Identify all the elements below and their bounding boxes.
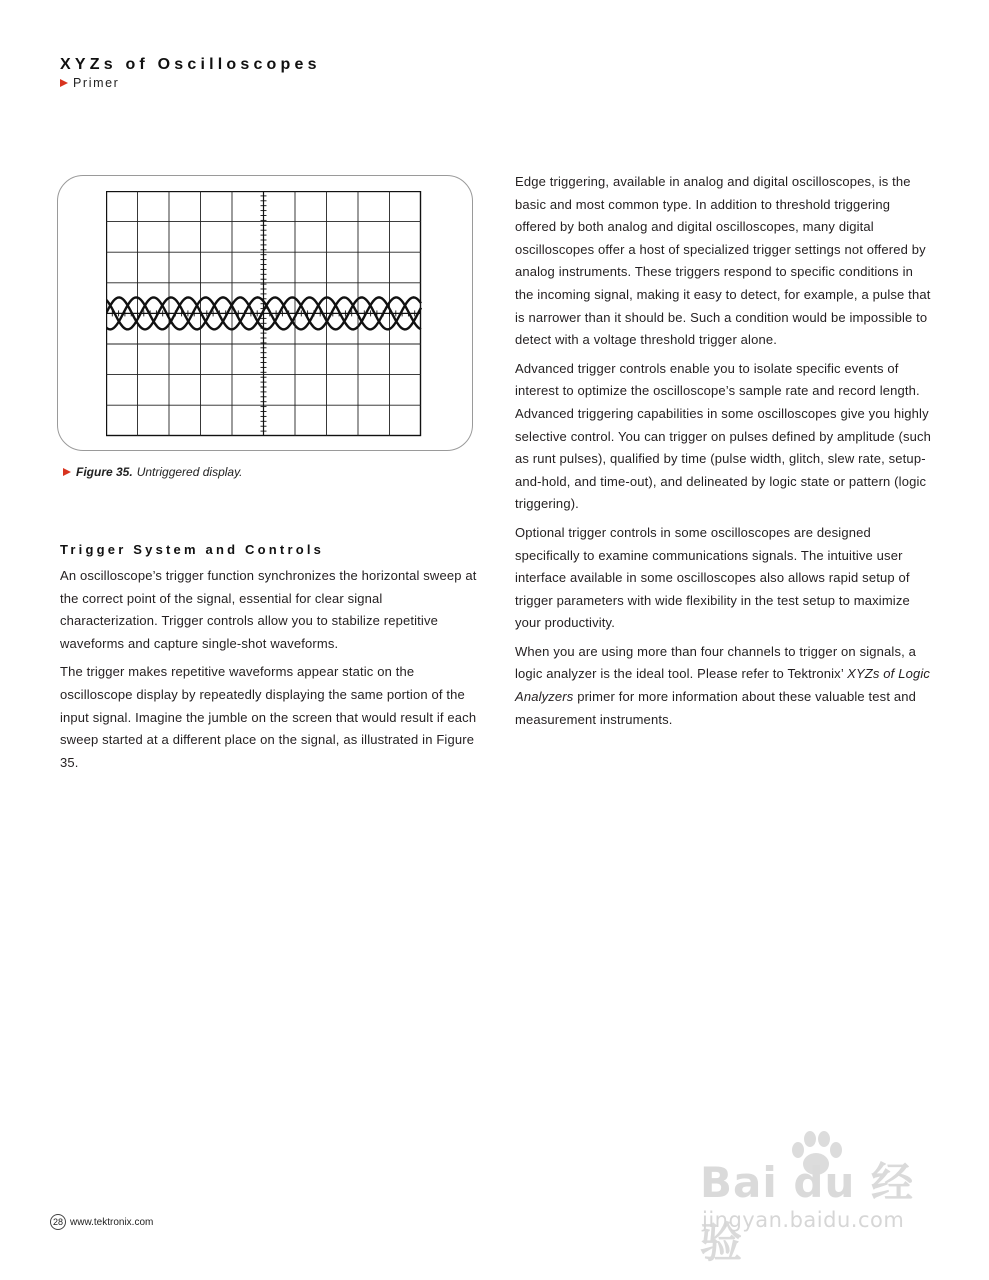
document-subtitle (60, 76, 321, 90)
watermark-brand: Bai du 经验 (700, 1158, 914, 1267)
paragraph: An oscilloscope’s trigger function synchronizes the horizontal sweep at the correct point of the signal, essential for clear signal characterization. Trigger controls allow you to stabilize repetitive waveforms and capture single-shot waveforms. (60, 568, 477, 651)
watermark (700, 1130, 940, 1267)
publication-title: XYZs of Logic Analyzers (515, 666, 931, 705)
red-arrow-icon (63, 468, 71, 476)
section-heading: Trigger System and Controls (60, 542, 325, 557)
watermark-url: jingyan.baidu.com (702, 1208, 905, 1232)
red-arrow-icon (60, 79, 68, 87)
paragraph-text: When you are using more than four channels to trigger on signals, a logic analyzer is the ideal tool. Please refer to Tektronix’ (515, 643, 916, 682)
oscilloscope-graticule (106, 191, 422, 437)
paragraph: Advanced trigger controls enable you to isolate specific events of interest to optimize the oscilloscope’s sample rate and record length. Advanced triggering capabilities in some oscilloscopes give you highly selective control. You can trigger on pulses defined by amplitude (such as runt pulses), qualified by time (pulse width, glitch, slew rate, setup-and-hold, and time-out), and delineated by logic state or pattern (logic triggering). (515, 360, 932, 512)
subtitle-text: Primer (73, 76, 120, 90)
left-column (60, 541, 480, 780)
page-header (60, 56, 321, 90)
right-column (515, 171, 935, 737)
figure-caption (63, 465, 243, 479)
document-title: XYZs of Oscilloscopes (60, 56, 321, 73)
figure-caption-text: Untriggered display. (136, 465, 243, 479)
paragraph: Optional trigger controls in some oscilloscopes are designed specifically to examine communications signals. The intuitive user interface available in some oscilloscopes also allows rapid setup of trigger parameters with wide flexibility in the test setup to maximize your productivity. (515, 524, 910, 631)
footer-url[interactable]: www.tektronix.com (70, 1216, 154, 1228)
paragraph: The trigger makes repetitive waveforms appear static on the oscilloscope display by repeatedly displaying the same portion of the input signal. Imagine the jumble on the screen that would result if each sweep started at a different place on the signal, as illustrated in Figure 35. (60, 664, 477, 770)
page-footer (50, 1214, 153, 1230)
page-number: 28 (50, 1214, 66, 1230)
figure-label: Figure 35. (76, 465, 133, 479)
paragraph-text: primer for more information about these valuable test and measurement instruments. (515, 689, 916, 727)
paragraph (515, 641, 935, 731)
paragraph: Edge triggering, available in analog and digital oscilloscopes, is the basic and most common type. In addition to threshold triggering offered by both analog and digital oscilloscopes, many digital oscilloscopes offer a host of specialized trigger settings not offered by analog instruments. These triggers respond to specific conditions in the incoming signal, making it easy to detect, for example, a pulse that is narrower than it should be. Such a condition would be impossible to detect with a voltage threshold trigger alone. (515, 174, 931, 348)
